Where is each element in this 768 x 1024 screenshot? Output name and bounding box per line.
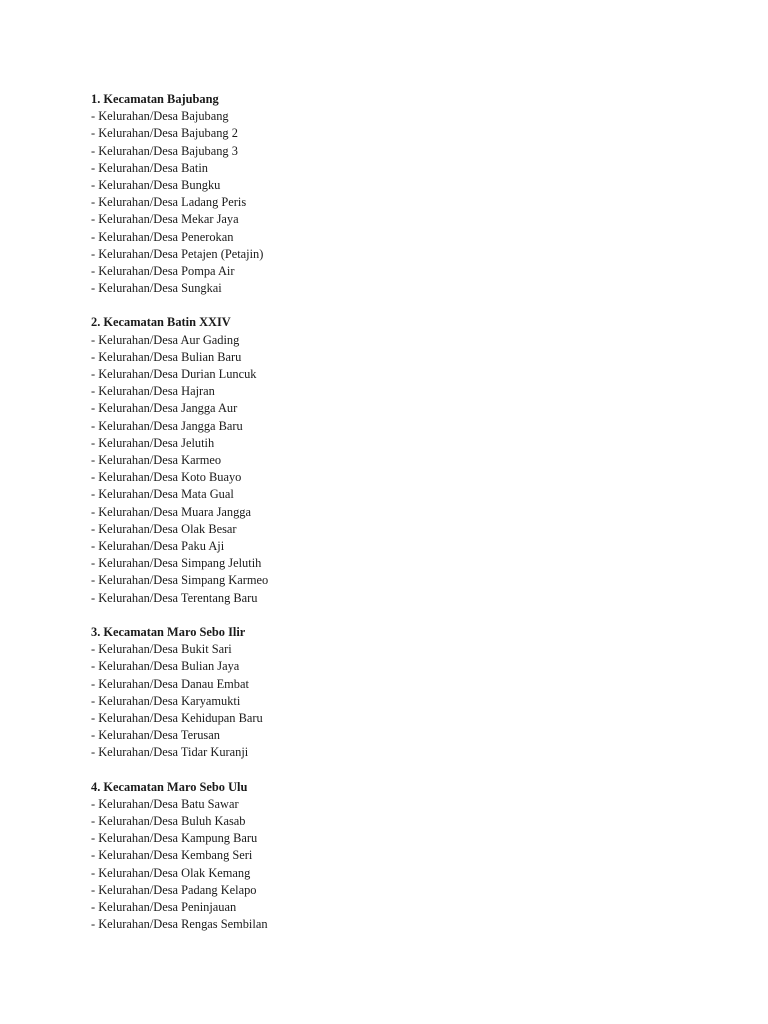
kelurahan-list-item: - Kelurahan/Desa Batu Sawar bbox=[91, 796, 239, 811]
kelurahan-list-item: - Kelurahan/Desa Kembang Seri bbox=[91, 848, 253, 863]
kelurahan-list-item: - Kelurahan/Desa Olak Kemang bbox=[91, 865, 251, 880]
kelurahan-list-item: - Kelurahan/Desa Koto Buayo bbox=[91, 470, 242, 485]
section-list bbox=[91, 91, 731, 933]
kecamatan-section bbox=[91, 624, 731, 762]
kelurahan-list-item: - Kelurahan/Desa Mata Gual bbox=[91, 487, 234, 502]
kelurahan-list-item: - Kelurahan/Desa Buluh Kasab bbox=[91, 813, 246, 828]
kelurahan-list-item: - Kelurahan/Desa Muara Jangga bbox=[91, 504, 251, 519]
kelurahan-list-item: - Kelurahan/Desa Tidar Kuranji bbox=[91, 745, 249, 760]
kelurahan-list-item: - Kelurahan/Desa Rengas Sembilan bbox=[91, 917, 268, 932]
kelurahan-list-item: - Kelurahan/Desa Bungku bbox=[91, 178, 221, 193]
kecamatan-heading: 1. Kecamatan Bajubang bbox=[91, 92, 219, 106]
kelurahan-list-item: - Kelurahan/Desa Jelutih bbox=[91, 435, 215, 450]
kelurahan-list-item: - Kelurahan/Desa Durian Luncuk bbox=[91, 367, 257, 382]
kelurahan-list-item: - Kelurahan/Desa Bukit Sari bbox=[91, 642, 232, 657]
kelurahan-list-item: - Kelurahan/Desa Terentang Baru bbox=[91, 590, 258, 605]
kelurahan-list-item: - Kelurahan/Desa Mekar Jaya bbox=[91, 212, 239, 227]
kelurahan-list-item: - Kelurahan/Desa Batin bbox=[91, 160, 208, 175]
kelurahan-list-item: - Kelurahan/Desa Jangga Baru bbox=[91, 418, 243, 433]
kelurahan-list-item: - Kelurahan/Desa Kehidupan Baru bbox=[91, 710, 263, 725]
kecamatan-heading: 2. Kecamatan Batin XXIV bbox=[91, 315, 231, 330]
kelurahan-list-item: - Kelurahan/Desa Ladang Peris bbox=[91, 195, 247, 210]
kelurahan-list-item: - Kelurahan/Desa Pompa Air bbox=[91, 264, 235, 279]
kelurahan-list-item: - Kelurahan/Desa Penerokan bbox=[91, 229, 234, 244]
kelurahan-list-item: - Kelurahan/Desa Petajen (Petajin) bbox=[91, 246, 264, 261]
kelurahan-list-item: - Kelurahan/Desa Bulian Baru bbox=[91, 349, 242, 364]
kecamatan-section bbox=[91, 779, 731, 934]
document-page bbox=[91, 91, 731, 950]
kelurahan-list-item: - Kelurahan/Desa Padang Kelapo bbox=[91, 882, 257, 897]
kelurahan-list-item: - Kelurahan/Desa Jangga Aur bbox=[91, 401, 238, 416]
kelurahan-list-item: - Kelurahan/Desa Bajubang 3 bbox=[91, 143, 238, 158]
kelurahan-list-item: - Kelurahan/Desa Karyamukti bbox=[91, 693, 241, 708]
kelurahan-list-item: - Kelurahan/Desa Bulian Jaya bbox=[91, 659, 240, 674]
kelurahan-list-item: - Kelurahan/Desa Terusan bbox=[91, 728, 220, 743]
kelurahan-list-item: - Kelurahan/Desa Karmeo bbox=[91, 453, 222, 468]
kecamatan-heading: 3. Kecamatan Maro Sebo Ilir bbox=[91, 624, 246, 639]
kecamatan-section bbox=[91, 314, 731, 606]
kecamatan-section bbox=[91, 91, 731, 297]
kelurahan-list-item: - Kelurahan/Desa Paku Aji bbox=[91, 539, 225, 554]
kelurahan-list-item: - Kelurahan/Desa Danau Embat bbox=[91, 676, 249, 691]
kelurahan-list-item: - Kelurahan/Desa Simpang Jelutih bbox=[91, 556, 262, 571]
kelurahan-list-item: - Kelurahan/Desa Bajubang bbox=[91, 109, 229, 124]
kelurahan-list-item: - Kelurahan/Desa Peninjauan bbox=[91, 899, 237, 914]
kelurahan-list-item: - Kelurahan/Desa Sungkai bbox=[91, 281, 222, 296]
kelurahan-list-item: - Kelurahan/Desa Simpang Karmeo bbox=[91, 573, 269, 588]
kelurahan-list-item: - Kelurahan/Desa Bajubang 2 bbox=[91, 126, 238, 141]
kelurahan-list-item: - Kelurahan/Desa Aur Gading bbox=[91, 332, 240, 347]
kelurahan-list-item: - Kelurahan/Desa Kampung Baru bbox=[91, 831, 258, 846]
kecamatan-heading: 4. Kecamatan Maro Sebo Ulu bbox=[91, 779, 248, 794]
kelurahan-list-item: - Kelurahan/Desa Hajran bbox=[91, 384, 215, 399]
kelurahan-list-item: - Kelurahan/Desa Olak Besar bbox=[91, 521, 237, 536]
